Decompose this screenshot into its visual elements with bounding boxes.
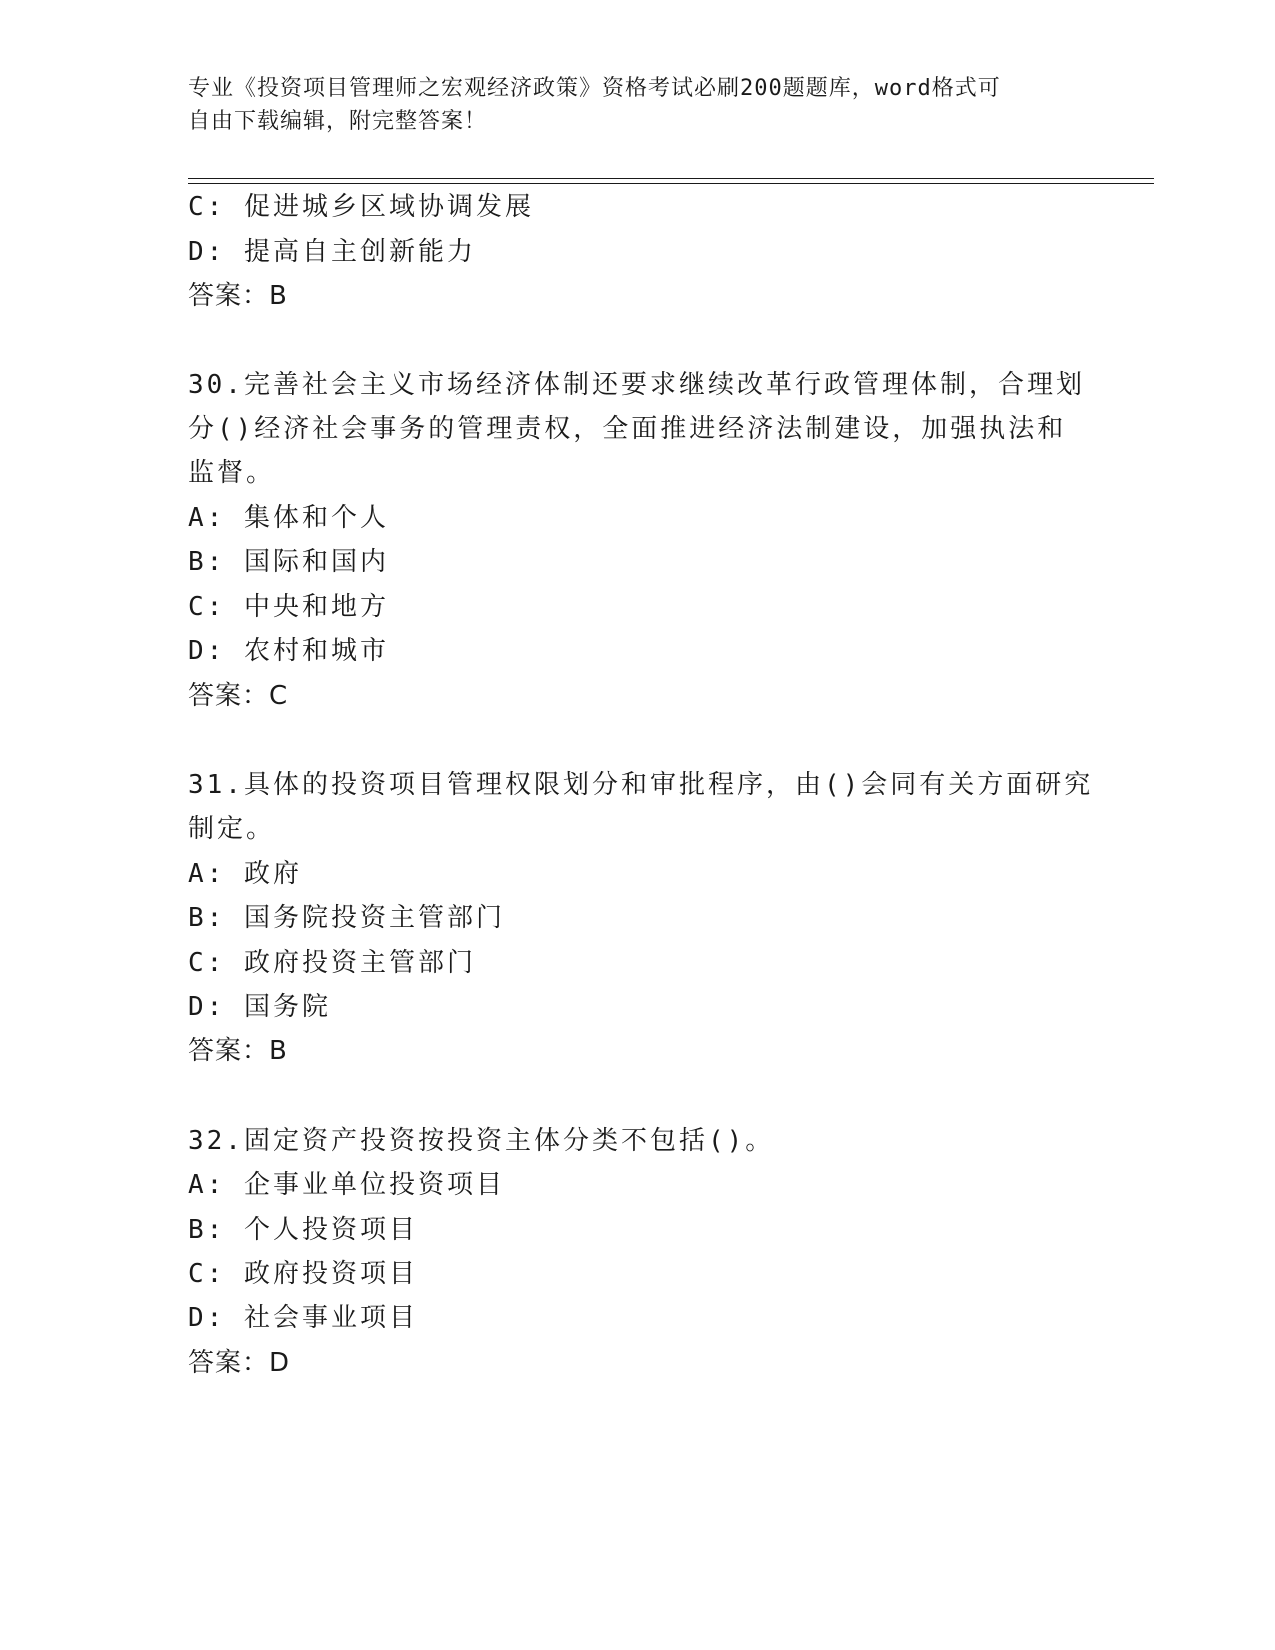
- question-31-line-2: 制定。: [188, 814, 276, 844]
- question-30-line-2: 分()经济社会事务的管理责权，全面推进经济法制建设，加强执法和: [188, 414, 1067, 444]
- answer: 答案：D: [188, 1348, 291, 1378]
- header-rule-bottom: [188, 183, 1154, 184]
- option-c: C: 中央和地方: [188, 592, 389, 622]
- answer: 答案：B: [188, 281, 288, 311]
- option-b: B: 国务院投资主管部门: [188, 903, 505, 933]
- answer: 答案：C: [188, 681, 289, 711]
- option-c: C: 政府投资项目: [188, 1259, 418, 1289]
- question-31-line-1: 31.具体的投资项目管理权限划分和审批程序，由()会同有关方面研究: [188, 770, 1094, 800]
- question-32-line-1: 32.固定资产投资按投资主体分类不包括()。: [188, 1126, 775, 1156]
- option-b: B: 国际和国内: [188, 547, 389, 577]
- option-b: B: 个人投资项目: [188, 1215, 418, 1245]
- option-a: A: 集体和个人: [188, 503, 389, 533]
- option-c: C: 促进城乡区域协调发展: [188, 192, 534, 222]
- header-rule-top: [188, 178, 1154, 179]
- option-a: A: 政府: [188, 859, 302, 889]
- option-a: A: 企事业单位投资项目: [188, 1170, 505, 1200]
- question-30-line-3: 监督。: [188, 458, 276, 488]
- header-line-2: 自由下载编辑，附完整答案！: [188, 109, 488, 134]
- option-d: D: 提高自主创新能力: [188, 237, 476, 267]
- option-d: D: 国务院: [188, 992, 331, 1022]
- option-c: C: 政府投资主管部门: [188, 948, 476, 978]
- answer: 答案：B: [188, 1036, 288, 1066]
- question-30-line-1: 30.完善社会主义市场经济体制还要求继续改革行政管理体制，合理划: [188, 370, 1085, 400]
- document-header: [188, 72, 1068, 138]
- option-d: D: 社会事业项目: [188, 1303, 418, 1333]
- option-d: D: 农村和城市: [188, 636, 389, 666]
- header-line-1: 专业《投资项目管理师之宏观经济政策》资格考试必刷200题题库，word格式可: [188, 76, 1001, 101]
